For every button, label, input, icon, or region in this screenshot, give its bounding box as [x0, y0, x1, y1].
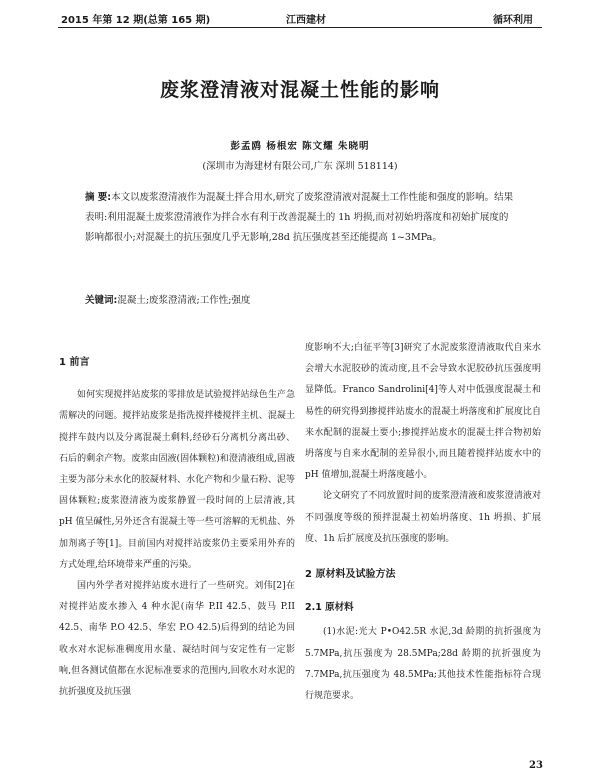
section-1-title: 1 前言 [59, 357, 90, 368]
section-1-paragraph-2: 国内外学者对搅拌站废水进行了一些研究。刘伟[2]在对搅拌站废水掺入 4 种水泥(南华 P.II 42.5、鼓马 P.II 42.5、南华 P.O 42.5、华宏 P.O 42.5)后得到的结论为回收水对水泥标准稠度用水量、凝结时间与安定性有一定影响,但各测试值都在水泥标准要求的范围内,回收水对水泥的抗折强度及抗压强 [59, 581, 295, 698]
keywords-text: 混凝土;废浆澄清液;工作性;强度 [117, 295, 251, 306]
abstract-text: 本文以废浆澄清液作为混凝土拌合用水,研究了废浆澄清液对混凝土工作性能和强度的影响。结果表明:利用混凝土废浆澄清液作为拌合水有利于改善混凝土的 1h 坍损,而对初始坍落度和初始扩展度的影响都很小;对混凝土的抗压强度几乎无影响,28d 抗压强度甚至还能提高 1~3MPa。 [85, 192, 514, 243]
paper-title: 废浆澄清液对混凝土性能的影响 [159, 79, 440, 101]
right-column [305, 338, 541, 707]
right-paragraph-2: 论文研究了不同放置时间的废浆澄清液和废浆澄清液对不同强度等级的预拌混凝土初始坍落度、1h 坍损、扩展度、1h 后扩展度及抗压强度的影响。 [305, 491, 541, 544]
right-paragraph-1: 度影响不大;白征平等[3]研究了水泥废浆澄清液取代自来水会增大水泥胶砂的流动度,且不会导致水泥胶砂抗压强度明显降低。Franco Sandrolini[4]等人对中低强度混凝土和易性的研究得到掺搅拌站废水的混凝土坍落度和扩展度比自来水配制的混凝土要小;掺搅拌站废水的混凝土拌合物初始坍落度与自来水配制的差异很小,而且随着搅拌站废水中的 pH 值增加,混凝土坍落度越小。 [305, 343, 541, 481]
abstract-label: 摘 要: [85, 192, 112, 203]
left-column [59, 338, 295, 703]
header-column: 循环利用 [493, 15, 533, 26]
header-rule [58, 27, 542, 28]
keywords [85, 292, 515, 306]
keywords-label: 关键词: [85, 295, 118, 306]
affiliation: (深圳市为海建材有限公司,广东 深圳 518114) [202, 161, 398, 172]
page-number: 23 [529, 760, 543, 771]
abstract [85, 188, 515, 248]
author-list: 彭孟鸥 杨根宏 陈文耀 朱晓明 [230, 141, 370, 152]
section-2-title: 2 原材料及试验方法 [305, 569, 396, 581]
header-journal: 江西建材 [286, 15, 326, 26]
section-2-1-paragraph-1: (1)水泥:光大 P•O42.5R 水泥,3d 龄期的抗折强度为 5.7MPa,抗压强度为 28.5MPa;28d 龄期的抗折强度为 7.7MPa,抗压强度为 48.5MPa;其他技术性能指标符合现行规范要求。 [305, 627, 541, 702]
header-issue: 2015 年第 12 期(总第 165 期) [61, 15, 211, 26]
section-2-1-title: 2.1 原材料 [305, 602, 354, 614]
section-1-paragraph-1: 如何实现搅拌站废浆的零排放是试验搅拌站绿色生产急需解决的问题。搅拌站废浆是指洗搅拌楼搅拌主机、混凝土搅拌车鼓内以及分离混凝土剩料,经砂石分离机分离出砂、石后的剩余产物。废浆由固液(固体颗粒)和澄清液组成,固液主要为部分未水化的胶凝材料、水化产物和少量石粉、泥等固体颗粒;废浆澄清液为废浆静置一段时间的上层清液,其 pH 值呈碱性,另外还含有混凝土等一些可溶解的无机盐、外加剂离子等[1]。目前国内对搅拌站废浆仍主要采用外弃的方式处理,给环境带来严重的污染。 [59, 390, 295, 570]
